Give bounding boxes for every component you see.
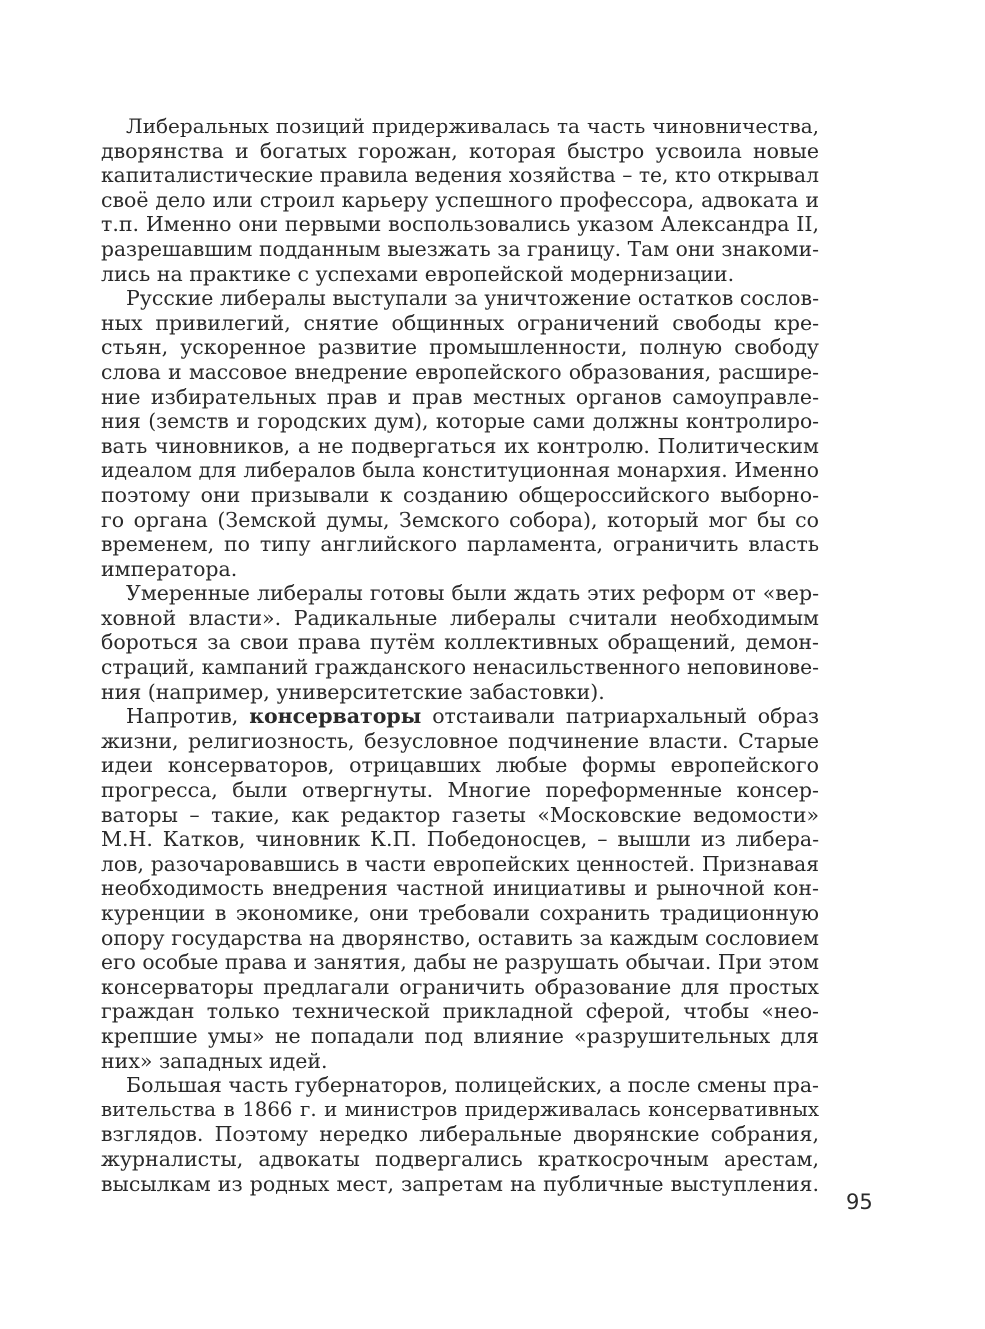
text-line: ния (земств и городских дум), которые сами должны контролиро- xyxy=(101,409,819,434)
text-line: своё дело или строил карьеру успешного профессора, адвоката и xyxy=(101,187,819,212)
text-line: взглядов. Поэтому нередко либеральные дворянские собрания, xyxy=(101,1122,819,1147)
text-line: высылкам из родных мест, запретам на публичные выступления. xyxy=(101,1171,819,1196)
text-line: лись на практике с успехами европейской модернизации. xyxy=(101,261,735,286)
text-line: разрешавшим подданным выезжать за границу. Там они знакоми- xyxy=(101,236,819,261)
text-line: ховной власти». Радикальные либералы считали необходимым xyxy=(101,605,819,630)
text-segment: отстаивали патриархальный образ xyxy=(421,704,819,729)
text-line: ных привилегий, снятие общинных ограничений свободы кре- xyxy=(101,310,819,335)
text-line: М.Н. Катков, чиновник К.П. Победоносцев, – вышли из либера- xyxy=(101,827,819,852)
text-line: поэтому они призывали к созданию общероссийского выборно- xyxy=(101,482,819,507)
text-line: них» западных идей. xyxy=(101,1048,328,1073)
text-line: необходимость внедрения частной инициативы и рыночной кон- xyxy=(101,876,819,901)
text-line: куренции в экономике, они требовали сохранить традиционную xyxy=(101,901,819,925)
text-line: крепшие умы» не попадали под влияние «разрушительных для xyxy=(101,1023,819,1048)
text-line: журналисты, адвокаты подвергались краткосрочным арестам, xyxy=(101,1146,819,1171)
paragraph-1 xyxy=(101,114,819,286)
text-line: консерваторы предлагали ограничить образование для простых xyxy=(101,974,819,999)
bold-term: консерваторы xyxy=(249,704,422,729)
text-line: Большая часть губернаторов, полицейских, а после смены пра- xyxy=(126,1073,819,1098)
paragraph-5 xyxy=(101,1073,819,1196)
text-line: вительства в 1866 г. и министров придерживалась консервативных xyxy=(101,1097,819,1121)
page-number: 95 xyxy=(846,1190,873,1214)
text-segment: Напротив, xyxy=(126,704,250,729)
paragraph-4 xyxy=(101,704,819,1073)
text-line: идеалом для либералов была конституционная монархия. Именно xyxy=(101,458,819,483)
text-line: временем, по типу английского парламента, ограничить власть xyxy=(101,532,819,557)
text-line: го органа (Земской думы, Земского собора), который мог бы со xyxy=(101,507,819,532)
text-line: дворянства и богатых горожан, которая быстро усвоила новые xyxy=(101,138,819,163)
text-line: жизни, религиозность, безусловное подчинение власти. Старые xyxy=(101,728,819,753)
text-line: страций, кампаний гражданского ненасильственного неповинове- xyxy=(101,655,819,680)
paragraph-2 xyxy=(101,286,819,581)
text-line: опору государства на дворянство, оставить за каждым сословием xyxy=(101,925,819,950)
text-line: ния (например, университетские забастовки). xyxy=(101,679,605,704)
text-line: идеи консерваторов, отрицавших любые формы европейского xyxy=(101,753,819,778)
paragraph-3 xyxy=(101,581,819,704)
text-line: стьян, ускоренное развитие промышленности, полную свободу xyxy=(101,335,819,360)
text-line: слова и массовое внедрение европейского образования, расшире- xyxy=(101,359,819,384)
body-text xyxy=(101,114,819,1196)
text-line: вать чиновников, а не подвергаться их контролю. Политическим xyxy=(101,433,819,458)
text-line: лов, разочаровавшись в части европейских ценностей. Признавая xyxy=(101,851,819,876)
text-line: прогресса, были отвергнуты. Многие пореформенные консер- xyxy=(101,778,819,803)
text-line: капиталистические правила ведения хозяйства – те, кто открывал xyxy=(101,163,819,188)
text-line: бороться за свои права путём коллективных обращений, демон- xyxy=(101,630,819,655)
text-line xyxy=(101,704,819,729)
text-line: ние избирательных прав и прав местных органов самоуправле- xyxy=(101,384,819,409)
text-line: императора. xyxy=(101,556,238,581)
text-line: его особые права и занятия, дабы не разрушать обычаи. При этом xyxy=(101,950,819,975)
text-line: Умеренные либералы готовы были ждать этих реформ от «вер- xyxy=(126,581,819,606)
text-line: ваторы – такие, как редактор газеты «Московские ведомости» xyxy=(101,802,819,827)
text-line: Русские либералы выступали за уничтожение остатков сослов- xyxy=(126,286,819,311)
text-line: граждан только технической прикладной сферой, чтобы «нео- xyxy=(101,999,819,1024)
text-line: Либеральных позиций придерживалась та часть чиновничества, xyxy=(126,114,819,138)
text-line: т.п. Именно они первыми воспользовались указом Александра II, xyxy=(101,212,819,237)
